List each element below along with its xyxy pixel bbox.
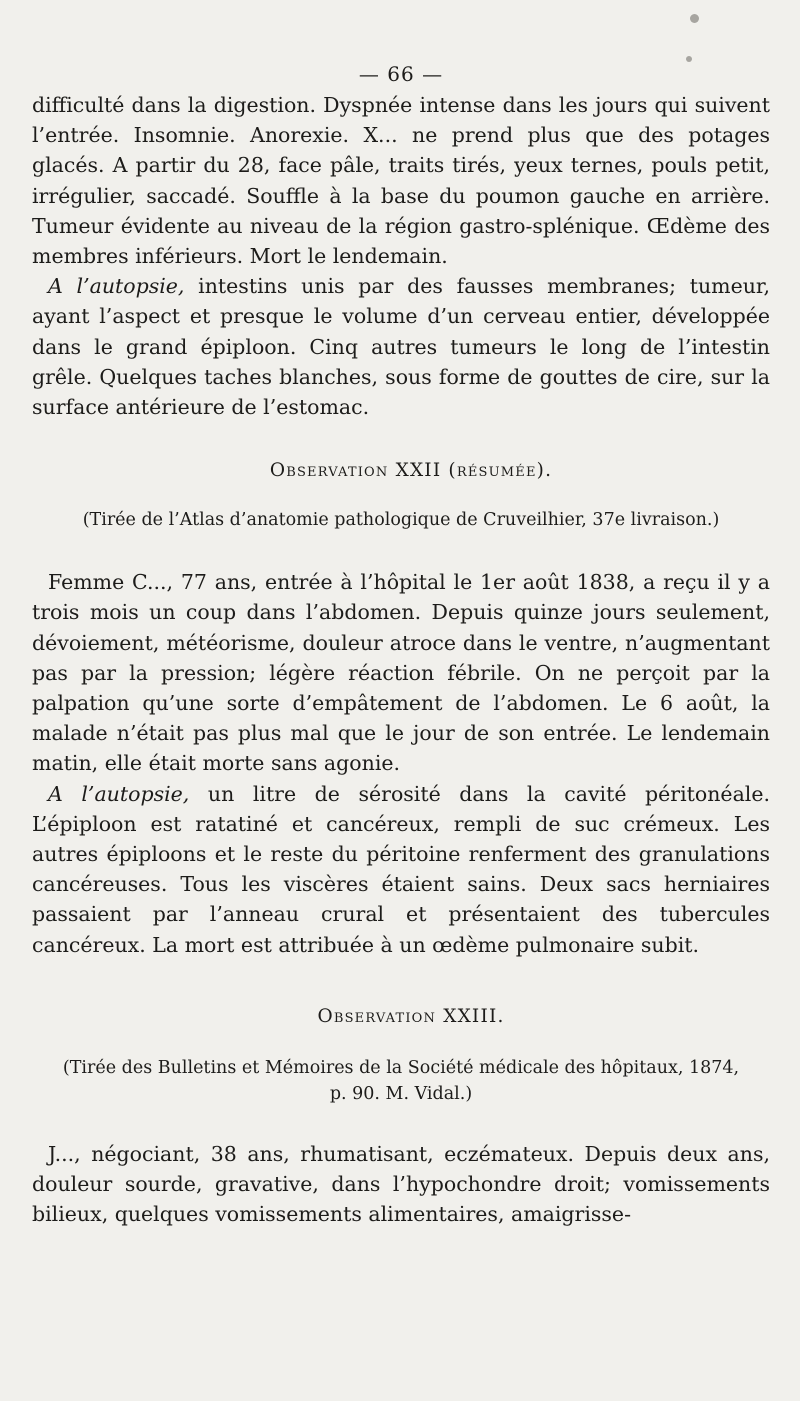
- observation-22-source: (Tirée de l’Atlas d’anatomie pathologique de Cruveilhier, 37e livraison.): [82, 510, 720, 531]
- observation-22-autopsy: [32, 779, 770, 960]
- observation-23-title: Observation XXIII.: [317, 1005, 505, 1027]
- observation-22-autopsy-lead: A l’autopsie,: [48, 781, 190, 806]
- observation-22-autopsy-text: un litre de sérosité dans la cavité péritonéale. L’épiploon est ratatiné et cancéreux, rempli de suc crémeux. Les autres épiploons et le reste du péritoine renferment des granulations cancéreuses. Tous les viscères étaient sains. Deux sacs herniaires passaient par l’anneau crural et présentaient des tubercules cancéreux. La mort est attribuée à un œdème pulmonaire subit.: [32, 781, 770, 957]
- observation-22-title: Observation XXII (résumée).: [269, 460, 553, 482]
- observation-23-source: (Tirée des Bulletins et Mémoires de la Société médicale des hôpitaux, 1874, p. 90. M. Vidal.): [62, 1057, 740, 1104]
- print-speck: [690, 14, 699, 23]
- page-number: — 66 —: [358, 62, 444, 86]
- document-page: [32, 62, 770, 1229]
- autopsy-lead: A l’autopsie,: [48, 274, 185, 299]
- autopsy-text: intestins unis par des fausses membranes; tumeur, ayant l’aspect et presque le volume d’un cerveau entier, développée dans le grand épiploon. Cinq autres tumeurs le long de l’intestin grêle. Quelques taches blanches, sous forme de gouttes de cire, sur la surface antérieure de l’estomac.: [32, 274, 770, 420]
- observation-23-case: J..., négociant, 38 ans, rhumatisant, eczémateux. Depuis deux ans, douleur sourde, gravative, dans l’hypochondre droit; vomissements bilieux, quelques vomissements alimentaires, amaigrisse-: [32, 1141, 770, 1227]
- paragraph-continued: difficulté dans la digestion. Dyspnée intense dans les jours qui suivent l’entrée. Insomnie. Anorexie. X... ne prend plus que des potages glacés. A partir du 28, face pâle, traits tirés, yeux ternes, pouls petit, irrégulier, saccadé. Souffle à la base du poumon gauche en arrière. Tumeur évidente au niveau de la région gastro-splénique. Œdème des membres inférieurs. Mort le lendemain.: [32, 93, 770, 269]
- observation-22-case: Femme C..., 77 ans, entrée à l’hôpital le 1er août 1838, a reçu il y a trois mois un coup dans l’abdomen. Depuis quinze jours seulement, dévoiement, météorisme, douleur atroce dans le ventre, n’augmentant pas par la pression; légère réaction fébrile. On ne perçoit par la palpation qu’une sorte d’empâtement de l’abdomen. Le 6 août, la malade n’était pas plus mal que le jour de son entrée. Le lendemain matin, elle était morte sans agonie.: [32, 570, 770, 776]
- paragraph-autopsy: [32, 271, 770, 422]
